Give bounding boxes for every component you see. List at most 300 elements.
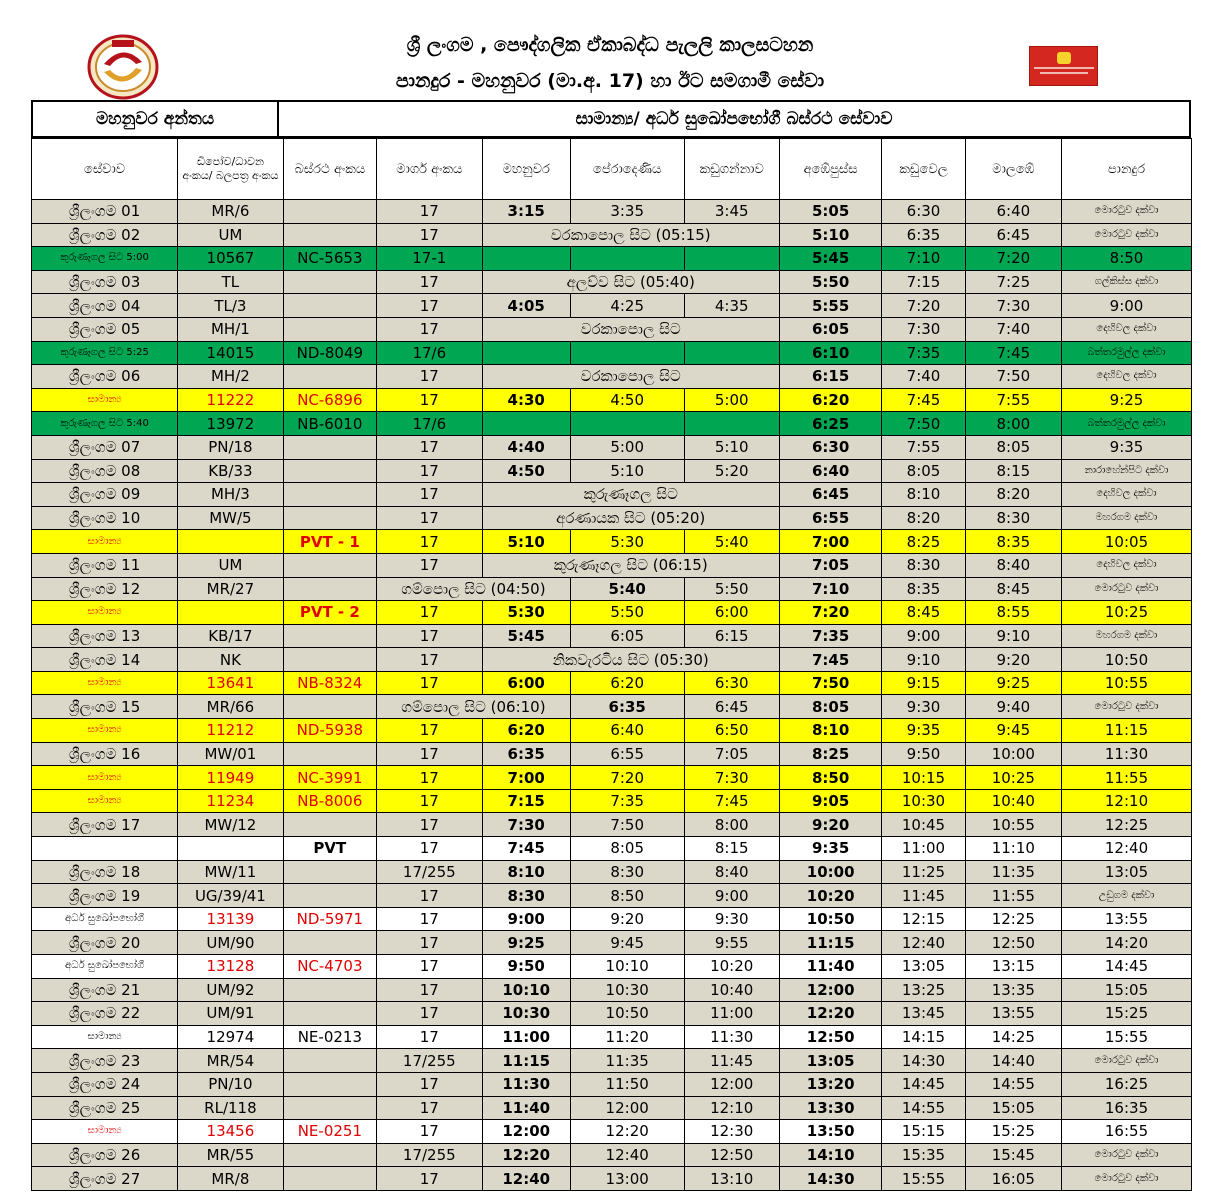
header-row: [32, 139, 1192, 200]
table-row: [32, 577, 1192, 601]
cell-note: අලව්ව සිට (05:40): [482, 270, 779, 294]
cell-depot: 13456: [178, 1120, 284, 1144]
cell-route: 17: [377, 978, 483, 1002]
cell-kaduwela: 11:25: [882, 860, 965, 884]
cell-ambepussa: 7:35: [779, 624, 882, 648]
cell-service: සාමාන්‍ය: [32, 1120, 178, 1144]
cell-depot: UM/92: [178, 978, 284, 1002]
cell-malabe: 9:20: [965, 648, 1061, 672]
cell-peradeniya: 10:50: [570, 1002, 684, 1026]
cell-kaduwela: 13:45: [882, 1002, 965, 1026]
cell-kaduwela: 8:10: [882, 483, 965, 507]
table-row: [32, 1143, 1192, 1167]
table-row: [32, 270, 1192, 294]
cell-route: 17: [377, 1120, 483, 1144]
cell-malabe: 10:00: [965, 742, 1061, 766]
cell-kaduwela: 14:55: [882, 1096, 965, 1120]
cell-kadugannawa: 12:00: [684, 1072, 779, 1096]
cell-depot: [178, 530, 284, 554]
cell-depot: MR/66: [178, 695, 284, 719]
cell-ambepussa: 6:55: [779, 506, 882, 530]
cell-service: ශ්‍රීලංගම 27: [32, 1167, 178, 1191]
cell-kadugannawa: 6:30: [684, 671, 779, 695]
cell-service: ශ්‍රීලංගම 16: [32, 742, 178, 766]
cell-service: ශ්‍රීලංගම 10: [32, 506, 178, 530]
cell-ambepussa: 14:10: [779, 1143, 882, 1167]
cell-service: සාමාන්‍ය: [32, 719, 178, 743]
cell-kaduwela: 10:30: [882, 789, 965, 813]
table-row: [32, 931, 1192, 955]
table-row: [32, 553, 1192, 577]
cell-bus: [283, 695, 376, 719]
table-row: [32, 1049, 1192, 1073]
cell-malabe: 13:15: [965, 955, 1061, 979]
table-row: [32, 860, 1192, 884]
cell-kaduwela: 7:50: [882, 412, 965, 436]
cell-panadura: 10:05: [1062, 530, 1192, 554]
cell-panadura: ගල්කිස්ස දක්වා: [1062, 270, 1192, 294]
cell-depot: MW/5: [178, 506, 284, 530]
cell-panadura: 15:25: [1062, 1002, 1192, 1026]
cell-ambepussa: 5:50: [779, 270, 882, 294]
cell-service: ශ්‍රීලංගම 18: [32, 860, 178, 884]
cell-kadugannawa: 6:50: [684, 719, 779, 743]
cell-bus: [283, 931, 376, 955]
cell-kandy: 4:05: [482, 294, 570, 318]
col-header: කඩුගන්නාව: [684, 139, 779, 200]
cell-bus: NC-4703: [283, 955, 376, 979]
table-row: [32, 813, 1192, 837]
cell-ambepussa: 6:45: [779, 483, 882, 507]
table-row: [32, 601, 1192, 625]
cell-kaduwela: 14:15: [882, 1025, 965, 1049]
cell-bus: [283, 435, 376, 459]
cell-ambepussa: 6:05: [779, 317, 882, 341]
cell-route: 17: [377, 506, 483, 530]
cell-route: 17: [377, 483, 483, 507]
cell-kandy: 5:30: [482, 601, 570, 625]
cell-note2: ගම්පොල සිට (04:50): [377, 577, 571, 601]
cell-kaduwela: 7:45: [882, 388, 965, 412]
cell-peradeniya: 8:05: [570, 837, 684, 861]
cell-malabe: 8:30: [965, 506, 1061, 530]
cell-service: ශ්‍රීලංගම 22: [32, 1002, 178, 1026]
cell-kandy: 8:10: [482, 860, 570, 884]
cell-malabe: 8:55: [965, 601, 1061, 625]
cell-kandy: 7:45: [482, 837, 570, 861]
cell-peradeniya: 10:10: [570, 955, 684, 979]
cell-kaduwela: 6:35: [882, 223, 965, 247]
cell-kadugannawa: 11:45: [684, 1049, 779, 1073]
cell-bus: PVT: [283, 837, 376, 861]
cell-route: 17: [377, 365, 483, 389]
cell-bus: [283, 223, 376, 247]
cell-ambepussa: 5:05: [779, 200, 882, 224]
table-row: [32, 955, 1192, 979]
cell-panadura: 12:10: [1062, 789, 1192, 813]
cell-service: ශ්‍රීලංගම 01: [32, 200, 178, 224]
cell-peradeniya: 9:20: [570, 907, 684, 931]
cell-malabe: 13:55: [965, 1002, 1061, 1026]
cell-bus: [283, 365, 376, 389]
cell-kaduwela: 15:35: [882, 1143, 965, 1167]
cell-panadura: 12:25: [1062, 813, 1192, 837]
cell-panadura: 9:00: [1062, 294, 1192, 318]
cell-depot: NK: [178, 648, 284, 672]
table-row: [32, 907, 1192, 931]
cell-ambepussa: 14:30: [779, 1167, 882, 1191]
cell-depot: MR/6: [178, 200, 284, 224]
cell-kandy: [482, 412, 570, 436]
cell-depot: KB/17: [178, 624, 284, 648]
cell-route: 17/255: [377, 860, 483, 884]
cell-depot: MW/01: [178, 742, 284, 766]
cell-kaduwela: 7:40: [882, 365, 965, 389]
cell-bus: [283, 1167, 376, 1191]
cell-bus: NB-8324: [283, 671, 376, 695]
cell-kaduwela: 15:55: [882, 1167, 965, 1191]
cell-bus: [283, 742, 376, 766]
cell-peradeniya: 9:45: [570, 931, 684, 955]
cell-depot: MR/55: [178, 1143, 284, 1167]
cell-route: 17: [377, 270, 483, 294]
cell-panadura: දෙහිවල දක්වා: [1062, 365, 1192, 389]
cell-kandy: 12:20: [482, 1143, 570, 1167]
cell-kandy: 12:00: [482, 1120, 570, 1144]
cell-panadura: 16:25: [1062, 1072, 1192, 1096]
cell-route: 17: [377, 317, 483, 341]
cell-ambepussa: 8:05: [779, 695, 882, 719]
cell-panadura: 10:55: [1062, 671, 1192, 695]
cell-kaduwela: 9:35: [882, 719, 965, 743]
cell-service: ශ්‍රීලංගම 12: [32, 577, 178, 601]
cell-bus: [283, 624, 376, 648]
cell-malabe: 8:00: [965, 412, 1061, 436]
cell-kandy: 12:40: [482, 1167, 570, 1191]
cell-ambepussa: 7:05: [779, 553, 882, 577]
cell-peradeniya: [570, 247, 684, 271]
cell-route: 17/6: [377, 341, 483, 365]
cell-ambepussa: 11:15: [779, 931, 882, 955]
table-row: [32, 459, 1192, 483]
cell-malabe: 7:25: [965, 270, 1061, 294]
cell-panadura: 9:35: [1062, 435, 1192, 459]
cell-panadura: උඩුගම දක්වා: [1062, 884, 1192, 908]
cell-kadugannawa: [684, 247, 779, 271]
emblem-icon: [1057, 52, 1071, 64]
table-row: [32, 1096, 1192, 1120]
cell-kandy: 11:15: [482, 1049, 570, 1073]
cell-panadura: මහරගම දක්වා: [1062, 624, 1192, 648]
cell-peradeniya: 4:50: [570, 388, 684, 412]
cell-kadugannawa: 9:55: [684, 931, 779, 955]
cell-route: 17: [377, 907, 483, 931]
cell-depot: MR/54: [178, 1049, 284, 1073]
cell-ambepussa: 8:50: [779, 766, 882, 790]
cell-bus: [283, 553, 376, 577]
cell-malabe: 14:55: [965, 1072, 1061, 1096]
table-row: [32, 317, 1192, 341]
cell-route: 17: [377, 1096, 483, 1120]
cell-kandy: [482, 247, 570, 271]
ntc-logo: [86, 34, 160, 100]
cell-peradeniya: 7:35: [570, 789, 684, 813]
cell-depot: 10567: [178, 247, 284, 271]
cell-malabe: 10:55: [965, 813, 1061, 837]
cell-panadura: නාරාහේන්පිට දක්වා: [1062, 459, 1192, 483]
cell-depot: UM/91: [178, 1002, 284, 1026]
cell-service: ශ්‍රීලංගම 14: [32, 648, 178, 672]
cell-peradeniya: 4:25: [570, 294, 684, 318]
cell-ambepussa: 6:25: [779, 412, 882, 436]
cell-depot: RL/118: [178, 1096, 284, 1120]
cell-peradeniya: 5:30: [570, 530, 684, 554]
cell-malabe: 8:20: [965, 483, 1061, 507]
cell-peradeniya: 11:20: [570, 1025, 684, 1049]
cell-peradeniya: 13:00: [570, 1167, 684, 1191]
cell-kadugannawa: 13:10: [684, 1167, 779, 1191]
cell-peradeniya: 12:20: [570, 1120, 684, 1144]
table-row: [32, 506, 1192, 530]
cell-kadugannawa: 5:20: [684, 459, 779, 483]
cell-ambepussa: 5:55: [779, 294, 882, 318]
cell-kaduwela: 7:20: [882, 294, 965, 318]
cell-route: 17: [377, 1025, 483, 1049]
table-row: [32, 294, 1192, 318]
cell-kaduwela: 10:45: [882, 813, 965, 837]
cell-kandy: 4:30: [482, 388, 570, 412]
cell-ambepussa: 13:05: [779, 1049, 882, 1073]
cell-service: කුරුණෑගල සිට 5:00: [32, 247, 178, 271]
cell-kaduwela: 8:05: [882, 459, 965, 483]
table-row: [32, 1002, 1192, 1026]
cell-route: 17: [377, 789, 483, 813]
table-row: [32, 341, 1192, 365]
cell-route: 17: [377, 223, 483, 247]
cell-malabe: 9:40: [965, 695, 1061, 719]
table-row: [32, 884, 1192, 908]
cell-malabe: 9:10: [965, 624, 1061, 648]
cell-ambepussa: 5:10: [779, 223, 882, 247]
cell-depot: 13139: [178, 907, 284, 931]
table-row: [32, 435, 1192, 459]
cell-kadugannawa: 10:20: [684, 955, 779, 979]
cell-service: [32, 837, 178, 861]
cell-kadugannawa: 5:00: [684, 388, 779, 412]
cell-depot: KB/33: [178, 459, 284, 483]
cell-ambepussa: 12:00: [779, 978, 882, 1002]
cell-panadura: මොරටුව දක්වා: [1062, 695, 1192, 719]
cell-malabe: 15:25: [965, 1120, 1061, 1144]
cell-kaduwela: 6:30: [882, 200, 965, 224]
cell-malabe: 7:50: [965, 365, 1061, 389]
cell-depot: PN/10: [178, 1072, 284, 1096]
cell-route: 17/255: [377, 1049, 483, 1073]
cell-malabe: 6:45: [965, 223, 1061, 247]
cell-depot: MR/27: [178, 577, 284, 601]
cell-bus: [283, 1049, 376, 1073]
cell-depot: MH/3: [178, 483, 284, 507]
cell-service: ශ්‍රීලංගම 24: [32, 1072, 178, 1096]
cell-depot: 11949: [178, 766, 284, 790]
cell-route: 17: [377, 931, 483, 955]
cell-service: ශ්‍රීලංගම 13: [32, 624, 178, 648]
cell-kandy: 8:30: [482, 884, 570, 908]
cell-ambepussa: 11:40: [779, 955, 882, 979]
cell-kandy: 11:30: [482, 1072, 570, 1096]
cell-kaduwela: 8:30: [882, 553, 965, 577]
cell-malabe: 12:25: [965, 907, 1061, 931]
cell-route: 17: [377, 884, 483, 908]
cell-malabe: 8:40: [965, 553, 1061, 577]
cell-route: 17/255: [377, 1143, 483, 1167]
cell-service: ශ්‍රීලංගම 20: [32, 931, 178, 955]
cell-peradeniya: 10:30: [570, 978, 684, 1002]
cell-peradeniya: 6:20: [570, 671, 684, 695]
cell-note: වරකාපොල සිට: [482, 317, 779, 341]
cell-kandy: 11:40: [482, 1096, 570, 1120]
cell-kaduwela: 13:05: [882, 955, 965, 979]
cell-peradeniya: 6:35: [570, 695, 684, 719]
cell-service: ශ්‍රීලංගම 02: [32, 223, 178, 247]
timetable: [31, 138, 1192, 1191]
cell-route: 17: [377, 1072, 483, 1096]
cell-panadura: 8:50: [1062, 247, 1192, 271]
cell-ambepussa: 7:00: [779, 530, 882, 554]
cell-depot: 14015: [178, 341, 284, 365]
cell-malabe: 14:25: [965, 1025, 1061, 1049]
cell-route: 17: [377, 601, 483, 625]
cell-ambepussa: 13:20: [779, 1072, 882, 1096]
cell-malabe: 10:25: [965, 766, 1061, 790]
cell-bus: NB-8006: [283, 789, 376, 813]
cell-bus: [283, 317, 376, 341]
cell-service: ශ්‍රීලංගම 17: [32, 813, 178, 837]
cell-note2: ගම්පොල සිට (06:10): [377, 695, 571, 719]
cell-kaduwela: 8:45: [882, 601, 965, 625]
cell-bus: [283, 813, 376, 837]
col-header: කඩුවෙල: [882, 139, 965, 200]
cell-note: නිකවැරටිය සිට (05:30): [482, 648, 779, 672]
cell-service: ශ්‍රීලංගම 05: [32, 317, 178, 341]
cell-kandy: [482, 341, 570, 365]
cell-panadura: 13:05: [1062, 860, 1192, 884]
cell-route: 17: [377, 294, 483, 318]
cell-bus: [283, 200, 376, 224]
cell-route: 17-1: [377, 247, 483, 271]
cell-ambepussa: 8:25: [779, 742, 882, 766]
cell-bus: [283, 1002, 376, 1026]
cell-depot: [178, 601, 284, 625]
cell-malabe: 15:45: [965, 1143, 1061, 1167]
table-row: [32, 200, 1192, 224]
cell-kadugannawa: 9:00: [684, 884, 779, 908]
cell-peradeniya: 6:40: [570, 719, 684, 743]
cell-panadura: මොරටුව දක්වා: [1062, 200, 1192, 224]
cell-panadura: 9:25: [1062, 388, 1192, 412]
table-row: [32, 742, 1192, 766]
cell-kaduwela: 8:20: [882, 506, 965, 530]
cell-route: 17: [377, 200, 483, 224]
cell-bus: [283, 577, 376, 601]
cell-route: 17: [377, 837, 483, 861]
cell-depot: TL/3: [178, 294, 284, 318]
cell-ambepussa: 10:00: [779, 860, 882, 884]
cell-route: 17: [377, 648, 483, 672]
cell-panadura: 11:30: [1062, 742, 1192, 766]
cell-malabe: 11:55: [965, 884, 1061, 908]
cell-kadugannawa: 5:40: [684, 530, 779, 554]
cell-malabe: 10:40: [965, 789, 1061, 813]
cell-kaduwela: 12:15: [882, 907, 965, 931]
cell-bus: [283, 459, 376, 483]
cell-kaduwela: 13:25: [882, 978, 965, 1002]
cell-panadura: 13:55: [1062, 907, 1192, 931]
table-row: [32, 1025, 1192, 1049]
cell-kadugannawa: 8:00: [684, 813, 779, 837]
cell-bus: NB-6010: [283, 412, 376, 436]
table-row: [32, 1120, 1192, 1144]
cell-peradeniya: 12:00: [570, 1096, 684, 1120]
cell-kadugannawa: 4:35: [684, 294, 779, 318]
cell-kandy: 4:50: [482, 459, 570, 483]
cell-kandy: 6:00: [482, 671, 570, 695]
cell-ambepussa: 6:15: [779, 365, 882, 389]
cell-peradeniya: 7:50: [570, 813, 684, 837]
cell-service: සාමාන්‍ය: [32, 1025, 178, 1049]
cell-service: සාමාන්‍ය: [32, 601, 178, 625]
cell-kadugannawa: 12:10: [684, 1096, 779, 1120]
table-row: [32, 483, 1192, 507]
cell-malabe: 12:50: [965, 931, 1061, 955]
cell-bus: NC-6896: [283, 388, 376, 412]
cell-kaduwela: 11:00: [882, 837, 965, 861]
cell-kadugannawa: 11:30: [684, 1025, 779, 1049]
table-row: [32, 648, 1192, 672]
cell-malabe: 9:25: [965, 671, 1061, 695]
cell-service: ශ්‍රීලංගම 26: [32, 1143, 178, 1167]
cell-bus: NE-0251: [283, 1120, 376, 1144]
cell-panadura: බත්තරමුල්ල දක්වා: [1062, 341, 1192, 365]
cell-panadura: දෙහිවල දක්වා: [1062, 317, 1192, 341]
cell-malabe: 16:05: [965, 1167, 1061, 1191]
cell-peradeniya: 8:30: [570, 860, 684, 884]
cell-panadura: දෙහිවල දක්වා: [1062, 483, 1192, 507]
cell-kadugannawa: 5:10: [684, 435, 779, 459]
col-header: ඩිපෝව/ධාවන අංකය/ බලපත්‍ර අංකය: [178, 139, 284, 200]
cell-route: 17: [377, 742, 483, 766]
col-header: පේරාදෙණිය: [570, 139, 684, 200]
cell-depot: UG/39/41: [178, 884, 284, 908]
table-row: [32, 412, 1192, 436]
cell-panadura: 11:15: [1062, 719, 1192, 743]
table-row: [32, 365, 1192, 389]
table-row: [32, 671, 1192, 695]
cell-malabe: 11:10: [965, 837, 1061, 861]
cell-depot: MH/2: [178, 365, 284, 389]
cell-kandy: 9:00: [482, 907, 570, 931]
cell-service: සාමාන්‍ය: [32, 530, 178, 554]
cell-panadura: 16:55: [1062, 1120, 1192, 1144]
cell-kaduwela: 8:35: [882, 577, 965, 601]
cell-panadura: දෙහිවල දක්වා: [1062, 553, 1192, 577]
cell-ambepussa: 10:50: [779, 907, 882, 931]
cell-bus: [283, 1143, 376, 1167]
cell-peradeniya: 6:05: [570, 624, 684, 648]
cell-malabe: 8:35: [965, 530, 1061, 554]
table-row: [32, 978, 1192, 1002]
cell-service: කුරුණෑගල සිට 5:25: [32, 341, 178, 365]
